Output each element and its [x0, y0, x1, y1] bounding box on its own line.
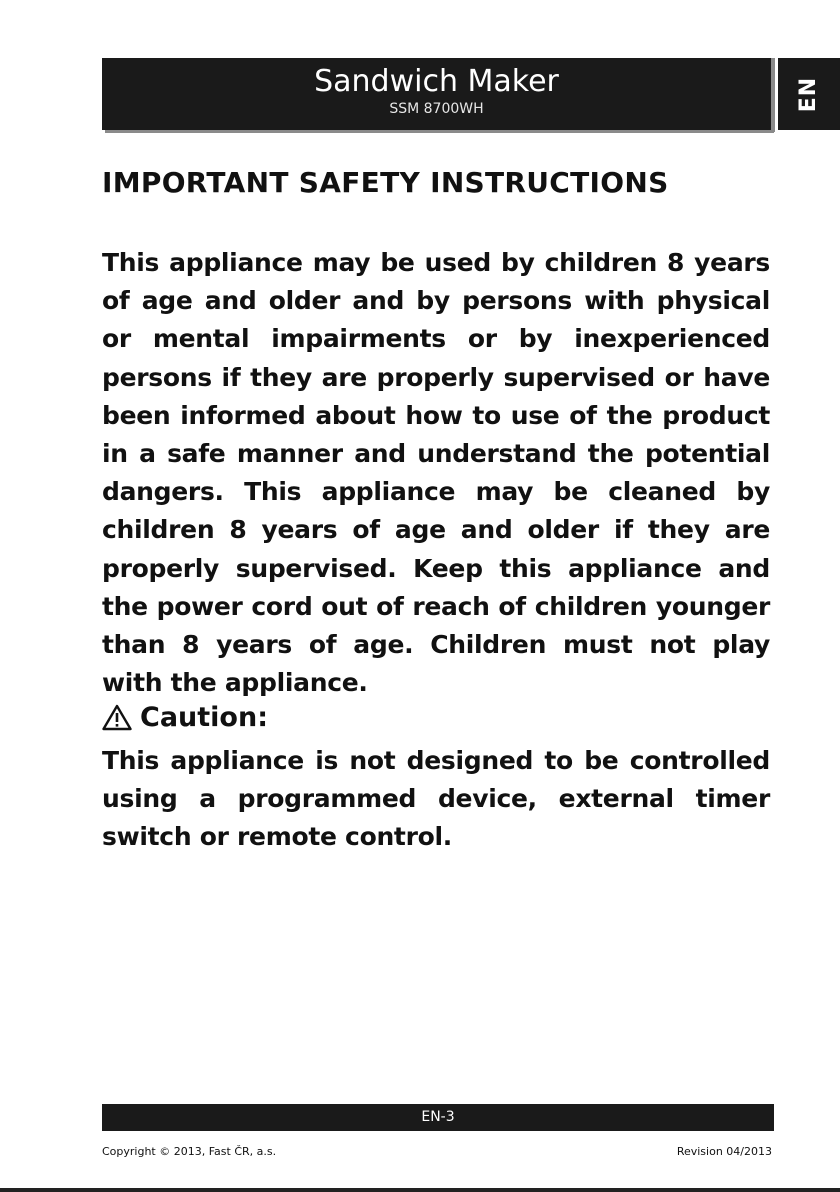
caution-label: Caution:	[140, 702, 268, 733]
page-number-bar	[102, 1104, 774, 1131]
warning-triangle-icon	[102, 704, 132, 731]
product-title: Sandwich Maker	[314, 64, 559, 99]
page-number: EN-3	[421, 1109, 455, 1125]
caution-heading	[102, 702, 268, 733]
language-tab	[778, 58, 840, 130]
copyright-text: Copyright © 2013, Fast ČR, a.s.	[102, 1145, 277, 1158]
safety-paragraph: This appliance may be used by children 8 years of age and older and by persons with physical or mental impairments or by inexperienced persons if they are properly supervised or have been informed about how to use of the product in a safe manner and understand the potential dangers. This appliance may be cleaned by children 8 years of age and older if they are properly supervised. Keep this appliance and the power cord out of reach of children younger than 8 years of age. Children must not play with the appliance.	[102, 248, 770, 698]
bottom-divider	[0, 1188, 840, 1192]
language-tab-label: EN	[796, 76, 822, 112]
header-shadow	[771, 58, 775, 132]
caution-paragraph: This appliance is not designed to be controlled using a programmed device, external timer switch or remote control.	[102, 746, 770, 852]
header-bar	[102, 58, 771, 130]
product-model: SSM 8700WH	[389, 101, 484, 117]
revision-text: Revision 04/2013	[676, 1145, 772, 1158]
section-heading: IMPORTANT SAFETY INSTRUCTIONS	[102, 166, 669, 199]
